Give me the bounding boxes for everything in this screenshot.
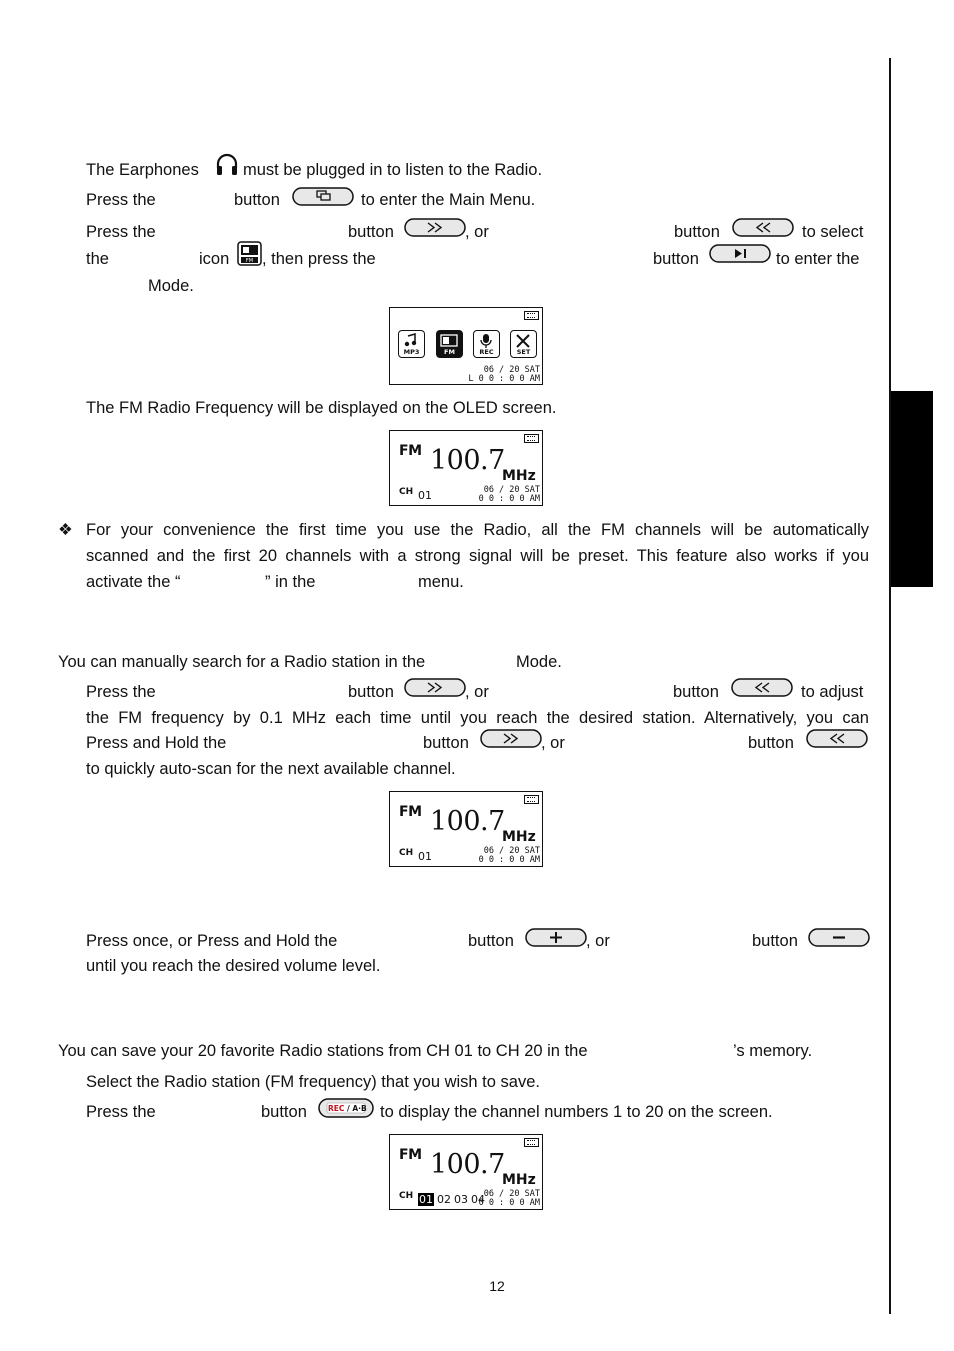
rec-ab-button-icon — [318, 1098, 374, 1119]
text: the — [86, 250, 109, 268]
fm-menu-icon — [436, 330, 463, 358]
settings-icon — [510, 330, 537, 358]
channel-label: CH — [399, 848, 414, 858]
text: icon — [199, 250, 230, 268]
band-label: FM — [399, 1147, 422, 1163]
channel-number: 01 — [418, 489, 432, 502]
preset-channel-list — [418, 1193, 488, 1206]
radio-screen — [389, 791, 543, 867]
text: until you reach the desired volume level. — [86, 957, 381, 975]
unit-label: MHz — [502, 1172, 536, 1188]
text: , or — [465, 683, 489, 701]
battery-icon — [524, 311, 539, 320]
text: to quickly auto-scan for the next available channel. — [86, 760, 456, 778]
headphones-icon — [215, 153, 239, 177]
text: The Earphones — [86, 161, 199, 179]
menu-label: REC — [479, 348, 494, 356]
plus-button-icon — [525, 928, 587, 948]
text: to display the channel numbers 1 to 20 on the screen. — [380, 1103, 773, 1121]
text: button — [674, 223, 720, 241]
frequency-readout: 100.7 — [430, 445, 505, 476]
text: Press and Hold the — [86, 734, 227, 752]
text: button — [261, 1103, 307, 1121]
rec-icon — [473, 330, 500, 358]
time: 0 0 : 0 0 AM — [478, 1198, 540, 1208]
fast-forward-button-icon — [404, 218, 466, 238]
text: button — [673, 683, 719, 701]
menu-label: SET — [516, 348, 531, 356]
preset-channel: 03 — [454, 1193, 468, 1206]
time: L 0 0 : 0 0 AM — [468, 374, 540, 384]
channel-label: CH — [399, 487, 414, 497]
chapter-tab — [891, 391, 933, 587]
band-label: FM — [399, 443, 422, 459]
page-number: 12 — [489, 1278, 505, 1294]
fm-radio-icon — [237, 241, 262, 266]
date-time-readout — [479, 847, 540, 865]
text: button — [348, 223, 394, 241]
date-time-readout — [468, 366, 540, 384]
bullet-icon: ❖ — [58, 521, 73, 539]
battery-icon — [524, 434, 539, 443]
text: to select — [802, 223, 864, 241]
channel-label: CH — [399, 1191, 414, 1201]
date-time-readout — [479, 1190, 540, 1208]
text: , or — [586, 932, 610, 950]
text: button — [348, 683, 394, 701]
svg-text:FM: FM — [245, 258, 254, 264]
text: button — [423, 734, 469, 752]
text: menu. — [418, 573, 464, 591]
text: Press the — [86, 191, 156, 209]
date: 06 / 20 SAT — [483, 485, 540, 495]
preset-channel: 01 — [419, 1193, 433, 1206]
minus-button-icon — [808, 928, 870, 948]
text: Press once, or Press and Hold the — [86, 932, 338, 950]
text: For your convenience the first time you use the Radio, all the FM channels will be automatically — [86, 521, 869, 539]
battery-icon — [524, 1138, 539, 1147]
text-line — [243, 159, 542, 181]
unit-label: MHz — [502, 468, 536, 484]
text: activate the “ — [86, 573, 181, 591]
text: button — [748, 734, 794, 752]
text: You can manually search for a Radio station in the — [58, 653, 426, 671]
text: button — [468, 932, 514, 950]
text: must be plugged in to listen to the Radio. — [243, 161, 543, 179]
text: Press the — [86, 1103, 156, 1121]
text: to adjust — [801, 683, 864, 701]
menu-label: FM — [444, 348, 455, 356]
preset-channel: 04 — [471, 1193, 485, 1206]
text: to enter the Main Menu. — [361, 191, 536, 209]
preset-channel: 02 — [437, 1193, 451, 1206]
text: , then press the — [262, 250, 376, 268]
svg-text:REC: REC — [328, 1104, 345, 1113]
radio-screen — [389, 430, 543, 506]
rewind-button-icon — [731, 678, 793, 698]
text: Mode. — [516, 653, 562, 671]
time: 0 0 : 0 0 AM — [478, 494, 540, 504]
right-margin-rule — [889, 58, 891, 1314]
unit-label: MHz — [502, 829, 536, 845]
text: Select the Radio station (FM frequency) that you wish to save. — [86, 1073, 540, 1091]
menu-screen — [389, 307, 543, 385]
svg-text:/ A·B: / A·B — [347, 1104, 367, 1113]
play-pause-button-icon — [709, 244, 771, 264]
fast-forward-button-icon — [404, 678, 466, 698]
channel-number: 01 — [418, 850, 432, 863]
text: Press the — [86, 223, 156, 241]
text: , or — [541, 734, 565, 752]
frequency-readout: 100.7 — [430, 1149, 505, 1180]
date: 06 / 20 SAT — [483, 846, 540, 856]
text: The FM Radio Frequency will be displayed on the OLED screen. — [86, 399, 557, 417]
fast-forward-button-icon — [480, 729, 542, 749]
text: , or — [465, 223, 489, 241]
battery-icon — [524, 795, 539, 804]
text: button — [752, 932, 798, 950]
frequency-readout: 100.7 — [430, 806, 505, 837]
rewind-button-icon — [732, 218, 794, 238]
text-line — [86, 159, 199, 181]
band-label: FM — [399, 804, 422, 820]
window-switch-button-icon — [292, 187, 354, 207]
date: 06 / 20 SAT — [483, 1189, 540, 1199]
text: scanned and the first 20 channels with a strong signal will be preset. This feature also works if you — [86, 547, 869, 565]
date: 06 / 20 SAT — [483, 365, 540, 375]
text: Mode. — [148, 277, 194, 295]
text: ’s memory. — [733, 1042, 813, 1060]
text: button — [653, 250, 699, 268]
text: ” in the — [265, 573, 316, 591]
text: the FM frequency by 0.1 MHz each time until you reach the desired station. Alternatively, you can — [86, 709, 869, 727]
time: 0 0 : 0 0 AM — [478, 855, 540, 865]
menu-label: MP3 — [403, 348, 420, 356]
mp3-icon — [398, 330, 425, 358]
text: to enter the — [776, 250, 860, 268]
preset-screen — [389, 1134, 543, 1210]
text: Press the — [86, 683, 156, 701]
text: You can save your 20 favorite Radio stations from CH 01 to CH 20 in the — [58, 1042, 588, 1060]
text: button — [234, 191, 280, 209]
date-time-readout — [479, 486, 540, 504]
rewind-button-icon — [806, 729, 868, 749]
